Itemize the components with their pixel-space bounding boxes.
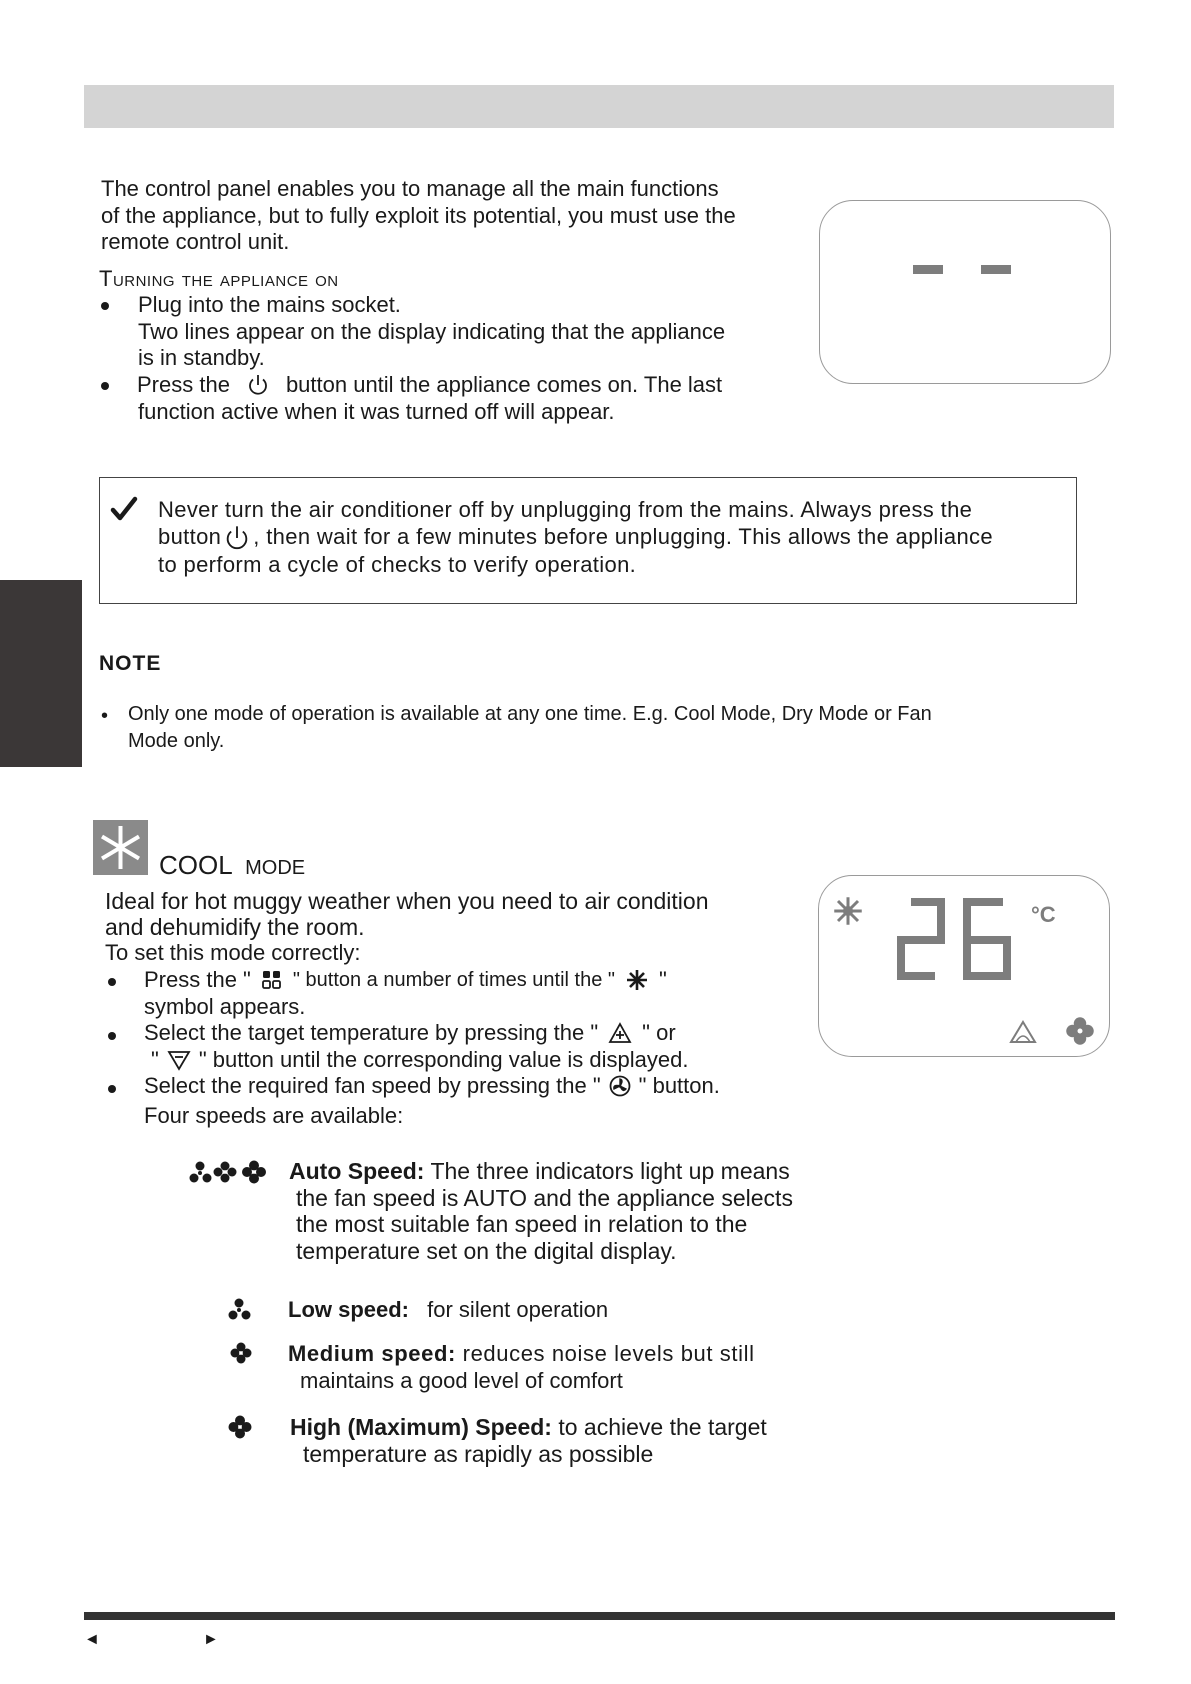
bullet-text: " button. [638, 1073, 720, 1098]
cool-line: Ideal for hot muggy weather when you need to air condition [105, 888, 709, 914]
intro-paragraph [101, 176, 781, 256]
warning-line: to perform a cycle of checks to verify operation. [158, 551, 637, 577]
bullet-text: " or [642, 1020, 676, 1045]
low-speed-label: Low speed: [288, 1297, 410, 1322]
high-speed-label: High (Maximum) Speed: [290, 1414, 552, 1440]
intro-line: The control panel enables you to manage all the main functions [101, 176, 719, 201]
auto-speed-icons [189, 1160, 275, 1184]
speed-text: the fan speed is AUTO and the appliance selects [296, 1184, 793, 1211]
warning-text [158, 497, 1068, 578]
temp-down-icon [167, 1049, 191, 1071]
cool-mode-title-main: COOL [159, 850, 233, 880]
note-line: Only one mode of operation is available at any one time. E.g. Cool Mode, Dry Mode or Fan [128, 703, 932, 725]
speed-text: temperature as rapidly as possible [303, 1440, 654, 1467]
standby-dash [981, 265, 1011, 274]
high-speed-text [290, 1414, 850, 1467]
low-speed-text [288, 1297, 608, 1323]
cool-mode-intro [105, 888, 805, 966]
bullet-line: symbol appears. [144, 993, 306, 1019]
cool-mode-title [159, 850, 305, 881]
note-text [128, 701, 1058, 754]
bullet-line: Four speeds are available: [144, 1102, 404, 1128]
note-bullet-icon: • [101, 705, 109, 727]
auto-mode-indicator-icon [1009, 1020, 1037, 1044]
checkmark-icon [110, 496, 138, 522]
cool-mode-icon [93, 820, 148, 875]
warning-box [99, 477, 1077, 604]
cool-bullet-3 [144, 1073, 844, 1129]
bullet-line: is in standby. [138, 345, 265, 370]
turning-on-bullet-2 [137, 372, 797, 425]
standby-display [819, 200, 1111, 384]
auto-speed-label: Auto Speed: [289, 1158, 425, 1184]
speed-text: the most suitable fan speed in relation to the [296, 1211, 748, 1237]
footer-rule [84, 1612, 1115, 1620]
bullet [108, 978, 116, 986]
medium-speed-text [288, 1341, 808, 1394]
power-icon [223, 524, 251, 552]
snowflake-icon [625, 968, 649, 992]
cool-bullet-2 [144, 1020, 844, 1073]
auto-speed-text [289, 1158, 869, 1264]
temperature-unit: °C [1031, 902, 1056, 927]
bullet [108, 1085, 116, 1093]
bullet [108, 1032, 116, 1040]
turning-on-heading: Turning the appliance on [99, 266, 339, 291]
note-line: Mode only. [128, 729, 225, 752]
bullet [101, 302, 109, 310]
intro-line: of the appliance, but to fully exploit its potential, you must use the [101, 202, 736, 228]
cool-mode-title-sub: MODE [245, 857, 306, 879]
bullet-text: Press the [137, 372, 230, 397]
bullet-text: " [659, 967, 667, 992]
cool-line: and dehumidify the room. [105, 914, 365, 940]
temp-up-icon [608, 1022, 632, 1044]
speed-text: maintains a good level of comfort [300, 1367, 623, 1393]
warning-line: button [158, 524, 222, 550]
speed-text: temperature set on the digital display. [296, 1237, 677, 1264]
bullet-text: Select the required fan speed by pressing the " [144, 1073, 601, 1098]
warning-line: Never turn the air conditioner off by unplugging from the mains. Always press the [158, 497, 973, 522]
cool-line: To set this mode correctly: [105, 940, 361, 965]
bullet-text: " button until the corresponding value is displayed. [198, 1046, 689, 1072]
cool-bullet-1 [144, 967, 804, 1020]
speed-text: reduces noise levels but still [462, 1341, 755, 1366]
bullet-line: Plug into the mains socket. [138, 292, 401, 317]
turning-on-bullet-1 [138, 292, 788, 372]
snowflake-indicator-icon [833, 896, 863, 926]
intro-line: remote control unit. [101, 229, 290, 254]
low-speed-icon [228, 1297, 252, 1321]
bullet-text: button until the appliance comes on. The last [285, 372, 723, 397]
medium-speed-label: Medium speed: [288, 1341, 456, 1366]
side-tab [0, 580, 82, 767]
speed-text: The three indicators light up means [430, 1158, 790, 1184]
bullet-text: Select the target temperature by pressing the " [144, 1020, 599, 1045]
bullet-text: Press the " [144, 967, 251, 992]
fan-button-icon [609, 1075, 631, 1097]
header-bar [84, 85, 1114, 128]
warning-line: , then wait for a few minutes before unplugging. This allows the appliance [253, 524, 993, 550]
bullet-text: " button a number of times until the " [292, 969, 616, 991]
fan-indicator-icon [1065, 1016, 1095, 1046]
cool-display [818, 875, 1110, 1057]
medium-speed-icon [229, 1341, 253, 1365]
power-icon [246, 373, 270, 397]
prev-page-arrow[interactable]: ◄ [84, 1631, 100, 1648]
temperature-digits [897, 898, 1017, 988]
mode-button-icon [261, 969, 283, 991]
bullet [101, 382, 109, 390]
speed-text: for silent operation [427, 1297, 609, 1322]
note-title: NOTE [99, 652, 162, 675]
next-page-arrow[interactable]: ► [203, 1631, 219, 1648]
high-speed-icon [228, 1415, 252, 1439]
bullet-text: " [151, 1046, 159, 1072]
standby-dash [913, 265, 943, 274]
bullet-line: function active when it was turned off will appear. [138, 398, 615, 424]
speed-text: to achieve the target [558, 1414, 767, 1440]
bullet-line: Two lines appear on the display indicating that the appliance [138, 318, 726, 344]
